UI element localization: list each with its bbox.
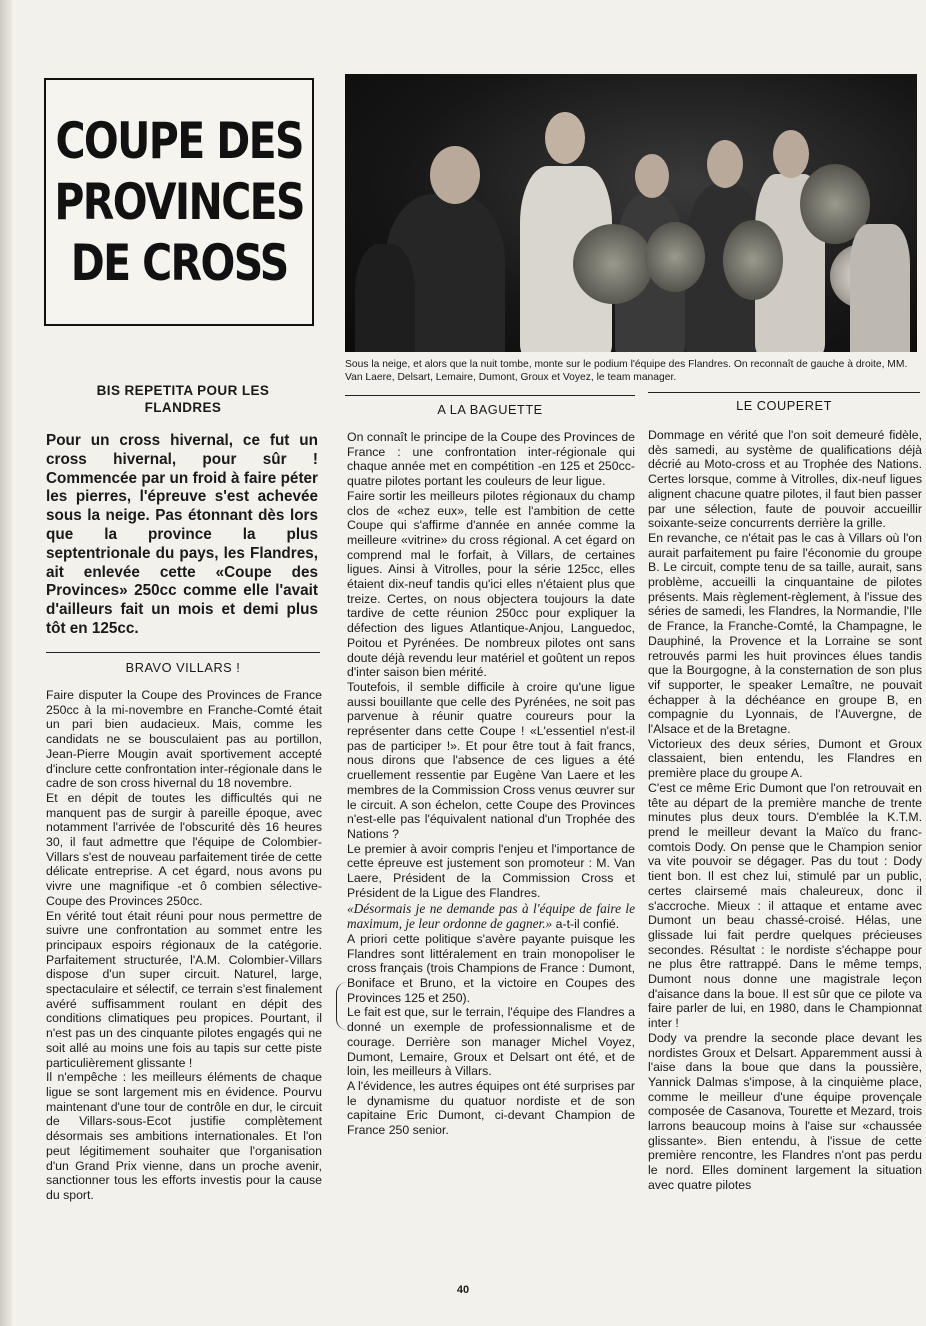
page-edge-shadow <box>0 0 12 1326</box>
couperet-paragraph-3: Victorieux des deux séries, Dumont et Groux classaient, bien entendu, les Flandres en première place du groupe A. <box>648 736 922 781</box>
couperet-body <box>648 428 922 1193</box>
bravo-paragraph-4: Il n'empêche : les meilleurs éléments de chaque ligue se sont largement mis en évidence. Pourvu maintenant d'une tour de contrôle en dur, le circuit de Villars-sous-Ecot justifie complètement désormais ses ambitions internationales. Et l'on peut légitimement souhaiter que l'organisation d'un Grand Prix vienne, dans un proche avenir, sanctionner tous les efforts investis pour la cause du sport. <box>46 1070 322 1202</box>
bravo-paragraph-3: En vérité tout était réuni pour nous permettre de suivre une confrontation au sommet entre les principaux espoirs régionaux de la catégorie. Parfaitement structurée, l'A.M. Colombier-Villars dispose d'un super circuit. Naturel, large, spectaculaire et sélectif, ce terrain s'est finalement avéré suffisamment roulant en dépit des conditions climatiques peu propices. Pourtant, il n'est pas un des cinquante pilotes engagés qui ne soit allé au moins une fois au tapis sur cette piste particulièrement glissante ! <box>46 908 322 1070</box>
subheading: BIS REPETITA POUR LES FLANDRES <box>96 383 270 415</box>
bravo-title-rule <box>46 652 320 653</box>
baguette-paragraph-2: Faire sortir les meilleurs pilotes régionaux du champ clos de «chez eux», telle est l'ambition de cette Coupe qui s'affirme d'année en année comme la meilleure «vitrine» du cross régional. A cet égard on comprend mal le forfait, à Villars, de certaines ligues. Ainsi à Vitrolles, pour la série 125cc, elles étaient dix-neuf tandis qu'ici elles n'étaient plus que treize. Certes, on nous objectera toujours la date tardive de cette réunion 250cc pour expliquer la défection des ligues Atlantique-Anjou, Languedoc, Poitou et Pyrénées. De nombreux pilotes ont sans doute déjà revendu leur matériel et goûtent un repos d'inter saison bien mérité. <box>347 488 635 680</box>
couperet-paragraph-1: Dommage en vérité que l'on soit demeuré fidèle, dès samedi, au système de qualifications déjà décrié au Moto-cross et au Trophée des Nations. Certes lorsque, comme à Vitrolles, dix-neuf ligues alignent chacune quatre pilotes, il faut bien passer par une sélection, faute de pouvoir accueillir soixante-seize concurrents derrière la grille. <box>648 428 922 531</box>
quote-attribution: a-t-il confié. <box>552 917 620 932</box>
lead-paragraph: Pour un cross hivernal, ce fut un cross hivernal, pour sûr ! Commencée par un froid à faire péter les pierres, l'épreuve s'est achevée sous la neige. Pas étonnant dès lors que la province la plus septentrionale du pays, les Flandres, ait enlevée cette «Coupe des Provinces» 250cc comme elle l'avait d'ailleurs fait un mois et demi plus tôt en 125cc. <box>46 432 318 637</box>
headline-box <box>44 78 314 326</box>
couperet-title-rule <box>648 392 920 393</box>
headline-line-1: COUPE DES <box>55 111 303 170</box>
couperet-paragraph-5: Dody va prendre la seconde place devant les nordistes Groux et Delsart. Apparemment aussi à l'aise dans la boue que dans la poussière, Yannick Dalmas s'impose, à la cinquième place, comme le meilleur d'une équipe provençale composée de Casanova, Tourette et Mezard, trois larrons beaucoup moins à l'aise sur «chaussée glissante». Bien entendu, à l'issue de cette première rencontre, les Flandres n'ont pas perdu le nord. Elles dominent largement la situation avec quatre pilotes <box>648 1030 922 1192</box>
baguette-title-rule <box>345 395 635 396</box>
headline-line-2: PROVINCES <box>54 172 304 231</box>
baguette-paragraph-3: Toutefois, il semble difficile à croire qu'une ligue aussi bouillante que celle des Pyrénées, ne soit pas parvenue à réunir quatre coureurs pour la représenter dans cette Coupe ! «L'essentiel n'est-il pas de participer !». Et pour être tout à fait francs, nous dirons que l'absence de ces ligues a été cruellement ressentie par Eugène Van Laere et les membres de la Commission Cross venus œuvrer sur le circuit. A son échelon, cette Coupe des Provinces n'est-elle pas l'équivalent national d'un Trophée des Nations ? <box>347 679 635 841</box>
baguette-body <box>347 430 635 1138</box>
bravo-body <box>46 688 322 1203</box>
couperet-section-title: LE COUPERET <box>736 398 832 413</box>
headline <box>54 111 304 294</box>
couperet-paragraph-2: En revanche, ce n'était pas le cas à Villars où l'on aurait parfaitement pu faire l'économie du groupe B. Le circuit, compte tenu de sa taille, aurait, sans problème, accueilli la cinquantaine de pilotes présents. Mais règlement-règlement, à l'issue des séries de samedi, les Flandres, la Normandie, l'Ile de France, la Franche-Comté, la Champagne, le Dauphiné, la Provence et la Lorraine se sont retrouvés parmi les huit provinces élues tandis que la Bourgogne, à la consternation de son plus vif supporter, le speaker Lemaître, ne pouvait échapper à la déchéance en groupe B, en compagnie du Lyonnais, de l'Auvergne, de l'Alsace et de la Bretagne. <box>648 530 922 737</box>
bravo-paragraph-2: Et en dépit de toutes les difficultés qui ne manquent pas de surgir à pareille époque, avec notamment l'arrivée de l'obscurité dès 16 heures 30, il faut admettre que l'équipe de Colombier-Villars s'est de nouveau parfaitement tirée de cette délicate entreprise. A cet égard, nous avons pu vivre une magnifique -et ô combien sélective- Coupe des Provinces 250cc. <box>46 790 322 908</box>
bravo-paragraph-1: Faire disputer la Coupe des Provinces de France 250cc à la mi-novembre en Franche-Comté était un pari bien audacieux. Mais, comme les candidats ne se bousculaient pas au portillon, Jean-Pierre Mougin avait sportivement accepté d'inclure cette confrontation inter-régionale dans le cadre de son cross hivernal du 18 novembre. <box>46 688 322 791</box>
page-number: 40 <box>456 1284 470 1296</box>
baguette-quote-paragraph <box>347 901 635 932</box>
podium-photo <box>345 74 917 352</box>
couperet-paragraph-4: C'est ce même Eric Dumont que l'on retrouvait en tête au départ de la première manche de trente minutes plus deux tours. D'emblée la K.T.M. prend le meilleur devant la Maïco du franc-comtois Dody. On pense que le Champion senior va vite pouvoir se dégager. Pas du tout : Dody tient bon. Il est chez lui, stimulé par un public, certes clairsemé mais chaleureux, donc il s'accroche. Mieux : il attaque et entame avec Dumont un beau chassé-croisé. Hélas, une glissade lui fait perdre quelques précieuses secondes. Résultat : le nordiste s'échappe pour ne plus être rattrappé. Dans le même temps, Dumont nous donne une magistrale leçon d'aisance dans la boue. Il est sûr que ce pilote va faire parler de lui, en 1980, dans le Championnat inter ! <box>648 780 922 1031</box>
bravo-section-title: BRAVO VILLARS ! <box>125 660 241 675</box>
headline-line-3: DE CROSS <box>70 233 288 292</box>
van-laere-quote: «Désormais je ne demande pas à l'équipe de faire le maximum, je leur ordonne de gagner.» <box>347 900 635 932</box>
quote-bracket <box>336 982 347 1030</box>
baguette-paragraph-7: A l'évidence, les autres équipes ont été surprises par le dynamisme du quatuor nordiste et de son capitaine Eric Dumont, ci-devant Champion de France 250 senior. <box>347 1078 635 1138</box>
photo-caption: Sous la neige, et alors que la nuit tombe, monte sur le podium l'équipe des Flandres. On reconnaît de gauche à droite, MM. Van Laere, Delsart, Lemaire, Dumont, Groux et Voyez, le team manager. <box>345 359 908 383</box>
baguette-section-title: A LA BAGUETTE <box>437 402 543 417</box>
baguette-paragraph-4: Le premier à avoir compris l'enjeu et l'importance de cette épreuve est justement son promoteur : M. Van Laere, Président de la Commission Cross et Président de la Ligue des Flandres. <box>347 841 635 900</box>
baguette-paragraph-6: Le fait est que, sur le terrain, l'équipe des Flandres a donné un exemple de professionnalisme et de courage. Derrière son manager Michel Voyez, Dumont, Lemaire, Groux et Delsart ont été, et de loin, les meilleurs à Villars. <box>347 1005 635 1079</box>
baguette-paragraph-1: On connaît le principe de la Coupe des Provinces de France : une confrontation inter-régionale qui chaque année met en compétition -en 125 et 250cc- quatre pilotes portant les couleurs de leur ligue. <box>347 430 635 489</box>
baguette-paragraph-5: A priori cette politique s'avère payante puisque les Flandres sont littéralement en train monopoliser le cross français (trois Champions de France : Dumont, Boniface et Bruno, et la victoire en Coupes des Provinces 125 et 250). <box>347 931 635 1005</box>
